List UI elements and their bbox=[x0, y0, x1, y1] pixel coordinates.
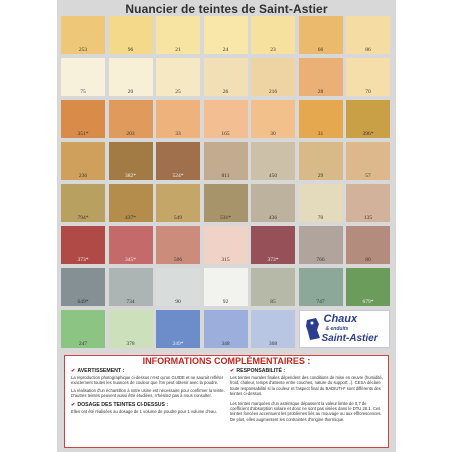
swatch-row bbox=[61, 58, 392, 96]
check-icon: ✔ bbox=[230, 368, 235, 374]
swatch-code: 531* bbox=[220, 215, 231, 221]
swatch-code: 26 bbox=[222, 89, 229, 95]
color-swatch bbox=[299, 58, 343, 96]
swatch-code: 90 bbox=[175, 299, 181, 305]
swatch-code: 378 bbox=[126, 341, 135, 347]
swatch-code: 811 bbox=[221, 173, 230, 179]
swatch-code: 747 bbox=[316, 299, 325, 305]
swatch-code: 253 bbox=[78, 47, 88, 53]
swatch-code: 29 bbox=[317, 173, 324, 179]
swatch-code: 66 bbox=[317, 47, 324, 53]
swatch-code: 96 bbox=[127, 47, 134, 53]
color-swatch bbox=[109, 226, 153, 264]
warning-text-2: La réalisation d'un échantillon à notre usine est nécessaire pour confirmer la teinte. D'autres teintes peuvent aussi être étudiées, n'hésitez pas à nous consulter. bbox=[71, 387, 225, 398]
color-swatch bbox=[251, 58, 295, 96]
color-swatch bbox=[109, 16, 153, 54]
color-swatch bbox=[204, 184, 248, 222]
info-title: INFORMATIONS COMPLÉMENTAIRES : bbox=[142, 356, 311, 366]
dosage-heading: ✔ DOSAGE DES TEINTES CI-DESSUS : bbox=[71, 402, 169, 409]
color-swatch bbox=[156, 142, 200, 180]
color-swatch bbox=[299, 100, 343, 138]
swatch-row bbox=[61, 268, 392, 306]
color-swatch bbox=[346, 142, 390, 180]
swatch-code: 25 bbox=[175, 89, 181, 95]
color-swatch bbox=[204, 58, 248, 96]
swatch-code: 373* bbox=[77, 257, 89, 263]
swatch-code: 679* bbox=[362, 299, 374, 305]
swatch-code: 249* bbox=[172, 341, 184, 347]
color-swatch bbox=[346, 184, 390, 222]
swatch-code: 348 bbox=[221, 341, 230, 347]
swatch-code: 30 bbox=[270, 131, 276, 137]
color-swatch bbox=[156, 184, 200, 222]
color-swatch bbox=[61, 100, 105, 138]
dosage-text: Elles ont été réalisées au dosage de 1 volume de poudre pour 1 volume d'eau. bbox=[71, 409, 217, 415]
swatch-code: 437* bbox=[125, 215, 136, 221]
color-swatch bbox=[251, 142, 295, 180]
color-swatch bbox=[61, 184, 105, 222]
swatch-code: 766 bbox=[316, 257, 325, 263]
swatch-row bbox=[61, 16, 392, 54]
swatch-code: 216 bbox=[268, 89, 278, 95]
swatch-code: 524* bbox=[172, 173, 184, 179]
logo-line-3: Saint-Astier bbox=[321, 333, 378, 344]
swatch-code: 351* bbox=[77, 131, 89, 137]
swatch-code: 70 bbox=[317, 215, 324, 221]
color-swatch bbox=[251, 268, 295, 306]
swatch-code: 23 bbox=[270, 47, 276, 53]
swatch-code: 80 bbox=[365, 257, 371, 263]
color-swatch bbox=[346, 100, 390, 138]
color-swatch bbox=[109, 100, 153, 138]
color-swatch bbox=[61, 310, 105, 348]
color-swatch bbox=[204, 142, 248, 180]
color-swatch bbox=[346, 268, 390, 306]
swatch-code: 236 bbox=[78, 173, 88, 179]
color-swatch bbox=[346, 226, 390, 264]
swatch-code: 549 bbox=[173, 215, 183, 221]
swatch-row bbox=[61, 184, 392, 222]
color-chart-sheet bbox=[57, 0, 396, 452]
swatch-code: 373* bbox=[267, 257, 279, 263]
color-swatch bbox=[251, 310, 295, 348]
swatch-code: 436 bbox=[268, 215, 278, 221]
swatch-code: 70 bbox=[365, 89, 371, 95]
swatch-code: 31 bbox=[317, 131, 324, 137]
color-swatch bbox=[204, 310, 248, 348]
swatch-row bbox=[61, 310, 392, 348]
swatch-code: 86 bbox=[365, 47, 371, 53]
swatch-code: 165 bbox=[221, 131, 230, 137]
color-swatch bbox=[299, 268, 343, 306]
color-swatch bbox=[156, 268, 200, 306]
swatch-code: 506 bbox=[173, 257, 183, 263]
swatch-code: 368 bbox=[268, 341, 278, 347]
logo-line-1: Chaux bbox=[323, 313, 358, 325]
info-left-column bbox=[71, 369, 226, 416]
swatch-code: 247 bbox=[78, 341, 88, 347]
color-swatch bbox=[299, 142, 343, 180]
color-swatch bbox=[156, 16, 200, 54]
swatch-code: 20 bbox=[127, 89, 134, 95]
swatch-code: 396* bbox=[362, 131, 374, 137]
color-swatch bbox=[346, 58, 390, 96]
info-panel bbox=[64, 355, 389, 448]
color-swatch bbox=[299, 226, 343, 264]
color-swatch bbox=[204, 226, 248, 264]
color-swatch bbox=[61, 226, 105, 264]
color-swatch bbox=[156, 310, 200, 348]
color-swatch bbox=[109, 184, 153, 222]
color-swatch bbox=[156, 100, 200, 138]
color-swatch bbox=[109, 58, 153, 96]
color-swatch bbox=[251, 16, 295, 54]
check-icon: ✔ bbox=[71, 402, 76, 409]
swatch-code: 345* bbox=[125, 257, 136, 263]
swatch-code: 203 bbox=[126, 131, 135, 137]
swatch-code: 28 bbox=[317, 89, 324, 95]
color-swatch bbox=[61, 16, 105, 54]
color-swatch bbox=[61, 142, 105, 180]
swatch-code: 794* bbox=[77, 215, 89, 221]
warning-text-1: La reproduction photographique ci-dessus n'est qu'un GUIDE et ne saurait refléter exactement toutes les nuances de couleur que l'on peut obtenir avec la poudre. bbox=[71, 375, 224, 386]
color-swatch bbox=[204, 16, 248, 54]
color-swatch bbox=[251, 226, 295, 264]
color-swatch bbox=[109, 142, 153, 180]
check-icon: ✔ bbox=[71, 368, 76, 374]
color-swatch bbox=[61, 268, 105, 306]
swatch-row bbox=[61, 100, 392, 138]
logo-line-2: & enduits bbox=[325, 326, 349, 332]
swatch-code: 57 bbox=[365, 173, 371, 179]
swatch-code: 734 bbox=[126, 299, 135, 305]
warning-heading: ✔ AVERTISSEMENT : bbox=[71, 368, 125, 374]
color-swatch bbox=[109, 310, 153, 348]
color-swatch bbox=[299, 184, 343, 222]
color-swatch bbox=[251, 100, 295, 138]
swatch-row bbox=[61, 142, 392, 180]
swatch-code: 85 bbox=[270, 299, 276, 305]
swatch-grid bbox=[61, 16, 392, 352]
page-title: Nuancier de teintes de Saint-Astier bbox=[125, 2, 328, 16]
responsibility-heading: ✔ RESPONSABILITÉ : bbox=[230, 368, 286, 374]
swatch-code: 315 bbox=[221, 257, 230, 263]
color-swatch bbox=[156, 58, 200, 96]
color-swatch bbox=[204, 100, 248, 138]
color-swatch bbox=[156, 226, 200, 264]
swatch-code: 382* bbox=[125, 173, 136, 179]
logo-mark-icon bbox=[304, 316, 322, 342]
swatch-code: 450 bbox=[268, 173, 278, 179]
color-swatch bbox=[299, 16, 343, 54]
swatch-code: 135 bbox=[363, 215, 373, 221]
color-swatch bbox=[251, 184, 295, 222]
brand-logo bbox=[299, 310, 391, 348]
swatch-code: 33 bbox=[175, 131, 181, 137]
swatch-code: 21 bbox=[175, 47, 181, 53]
swatch-code: 92 bbox=[222, 299, 229, 305]
responsibility-text-2: Les teintes marquées d'un astérisque dépassent la valeur limite de 0,7 de coefficient d'absorption solaire et donc ne sont pas visées dans le DTU 26.1. Ces teintes foncées accentuent les problèmes liés au mouvage ou aux efflorescences. De plus, elles augmentent les contraintes d'origine thermique. bbox=[230, 401, 382, 422]
color-swatch bbox=[346, 16, 390, 54]
color-swatch bbox=[109, 268, 153, 306]
swatch-code: 75 bbox=[80, 89, 86, 95]
swatch-code: 649* bbox=[77, 299, 89, 305]
swatch-code: 24 bbox=[222, 47, 229, 53]
color-swatch bbox=[204, 268, 248, 306]
info-right-column bbox=[230, 369, 384, 424]
responsibility-text-1: Les teintes murales finales dépendent des conditions de mise en œuvre (humidité, froid, chaleur, temps d'attente entre couches, nature du support...). CESA déclare toute responsabilité si la couleur et l'aspect final du BADIUTH* sont différents des teintes ci-dessus. bbox=[230, 375, 383, 396]
color-swatch bbox=[61, 58, 105, 96]
swatch-row bbox=[61, 226, 392, 264]
